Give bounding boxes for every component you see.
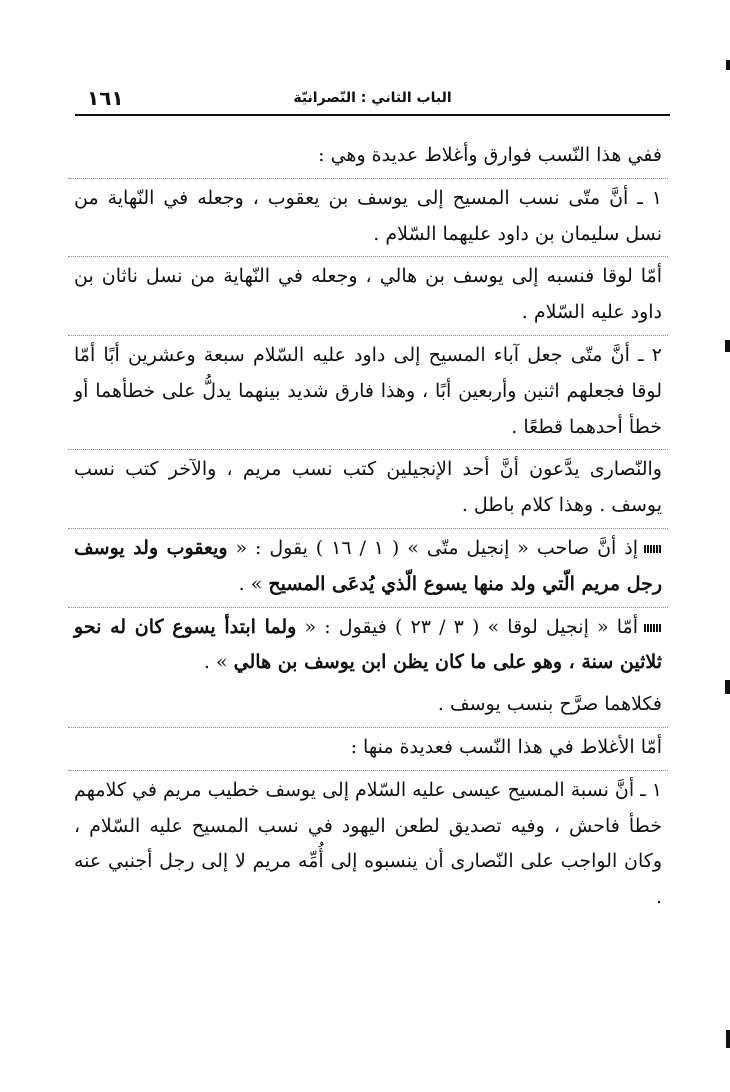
quote-close: » . bbox=[203, 651, 228, 674]
quote-text: ويعقوب ولد يوسف رجل مريم الّتي ولد منها يسوع الّذي يُدعَى المسيح bbox=[74, 536, 662, 595]
quote-paragraph bbox=[68, 608, 668, 686]
paragraph: والنّصارى يدَّعون أنَّ أحد الإنجيلين كتب نسب مريم ، والآخر كتب نسب يوسف . وهذا كلام باطل . bbox=[74, 458, 662, 517]
scan-edge-mark bbox=[725, 680, 730, 694]
page-body bbox=[68, 138, 668, 920]
scan-edge-mark bbox=[726, 1030, 730, 1048]
quote-close: » . bbox=[238, 572, 263, 595]
paragraph: ١ ـ أنَّ نسبة المسيح عيسى عليه السّلام إلى يوسف خطيب مريم في كلامهم خطأ فاحش ، وفيه تصديق لطعن اليهود في نسب المسيح عليه السّلام ، وكان الواجب على النّصارى أن ينسبوه إلى أُمِّه مريم لا إلى رجل أجنبي عنه . bbox=[73, 778, 662, 909]
paragraph: ففي هذا النّسب فوارق وأغلاط عديدة وهي : bbox=[318, 144, 662, 166]
paragraph: أمّا لوقا فنسبه إلى يوسف بن هالي ، وجعله في النّهاية من نسل ناثان بن داود عليه السّلام . bbox=[74, 265, 662, 324]
page-number: ١٦١ bbox=[87, 86, 124, 110]
arrow-icon bbox=[644, 624, 662, 632]
paragraph: ١ ـ أنَّ متّى نسب المسيح إلى يوسف بن يعقوب ، وجعله في النّهاية من نسل سليمان بن داود عليهما السّلام . bbox=[68, 178, 668, 258]
paragraph: أمّا الأغلاط في هذا النّسب فعديدة منها : bbox=[68, 727, 668, 771]
paragraph: ٢ ـ أنَّ متّى جعل آباء المسيح إلى داود عليه السّلام سبعة وعشرين أبًا أمّا لوقا فجعلهم اثنين وأربعين أبًا ، وهذا فارق شديد بينهما يدلُّ على خطأهما أو خطأ أحدهما قطعًا . bbox=[68, 335, 668, 450]
page-header bbox=[75, 84, 670, 116]
quote-lead: إذ أنَّ صاحب « إنجيل متّى » ( ١ / ١٦ ) يقول : « bbox=[235, 536, 638, 559]
paragraph: فكلاهما صرَّح بنسب يوسف . bbox=[437, 693, 662, 716]
quote-text: ولما ابتدأ يسوع كان له نحو ثلاثين سنة ، وهو على ما كان يظن ابن يوسف بن هالي bbox=[74, 615, 662, 674]
scan-edge-mark bbox=[726, 60, 730, 70]
quote-lead: أمّا « إنجيل لوقا » ( ٣ / ٢٣ ) فيقول : « bbox=[304, 615, 638, 638]
scan-edge-mark bbox=[725, 340, 730, 352]
running-title: الباب الثاني : النّصرانيّة bbox=[293, 90, 452, 106]
quote-paragraph bbox=[68, 528, 668, 608]
arrow-icon bbox=[644, 545, 662, 553]
